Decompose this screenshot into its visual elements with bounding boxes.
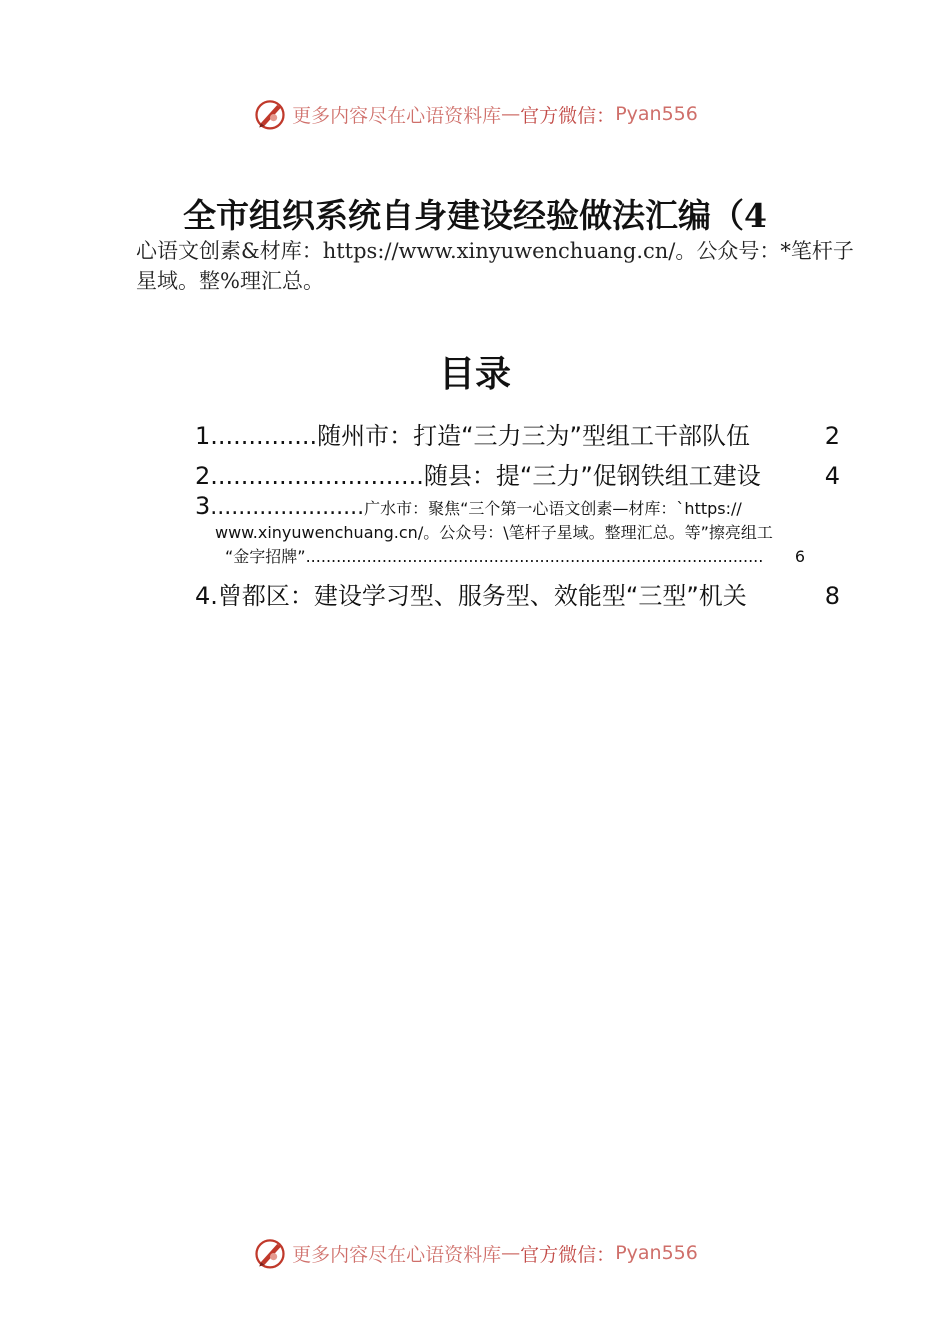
banner-text: 更多内容尽在心语资料库 (292, 1243, 502, 1266)
banner-dash: — (501, 103, 521, 125)
toc-entry-2[interactable] (195, 456, 840, 491)
toc-leader: ...................... (210, 495, 365, 520)
pen-logo-icon (252, 96, 288, 132)
toc-entry-1[interactable] (195, 416, 840, 451)
pen-logo-icon (252, 1235, 288, 1271)
toc-heading: 目录 (438, 353, 511, 395)
toc-entry-title: 随州市：打造“三力三为”型组工干部队伍 (317, 422, 750, 450)
toc-entry-number: 1 (195, 422, 211, 450)
toc-entry-3[interactable] (195, 494, 840, 569)
toc-entry-page: 2 (824, 422, 840, 450)
toc-entry-4[interactable] (195, 576, 840, 611)
banner-text: 更多内容尽在心语资料库 (292, 104, 502, 127)
document-title: 全市组织系统自身建设经验做法汇编（4 (183, 196, 767, 235)
banner-account: Pyan556 (615, 1242, 698, 1264)
toc-entry-title-line3: “金字招牌” (225, 547, 306, 566)
toc-entry-title-line1: 广水市：聚焦“三个第一心语文创素—材库：`https:// (364, 499, 742, 518)
toc-entry-number: 2 (195, 462, 211, 490)
banner-account: Pyan556 (615, 103, 698, 125)
toc-entry-page: 6 (794, 547, 805, 566)
toc-entry-number: 3 (195, 492, 211, 520)
toc-leader: ............................ (210, 462, 424, 490)
header-banner (0, 94, 950, 134)
toc-entry-page: 8 (824, 582, 840, 610)
banner-wechat-label: 官方微信： (520, 104, 616, 127)
toc-entry-page: 4 (824, 462, 840, 490)
footer-banner (0, 1233, 950, 1273)
toc-leader: .............. (210, 422, 318, 450)
toc-entry-title: 随县：提“三力”促钢铁组工建设 (423, 462, 761, 490)
toc-entry-title-line2: www.xinyuwenchuang.cn/。公众号：\笔杆子星域。整理汇总。等”擦亮组工 (215, 523, 773, 542)
toc-leader: .......................................................................................... (305, 547, 764, 566)
banner-wechat-label: 官方微信： (520, 1243, 616, 1266)
banner-dash: — (501, 1242, 521, 1264)
toc-entry-number: 4. (195, 582, 218, 610)
source-note: 心语文创素&材库：https://www.xinyuwenchuang.cn/。公众号：*笔杆子星域。整%理汇总。 (136, 239, 854, 293)
toc-entry-title: 曾都区：建设学习型、服务型、效能型“三型”机关 (217, 582, 747, 610)
